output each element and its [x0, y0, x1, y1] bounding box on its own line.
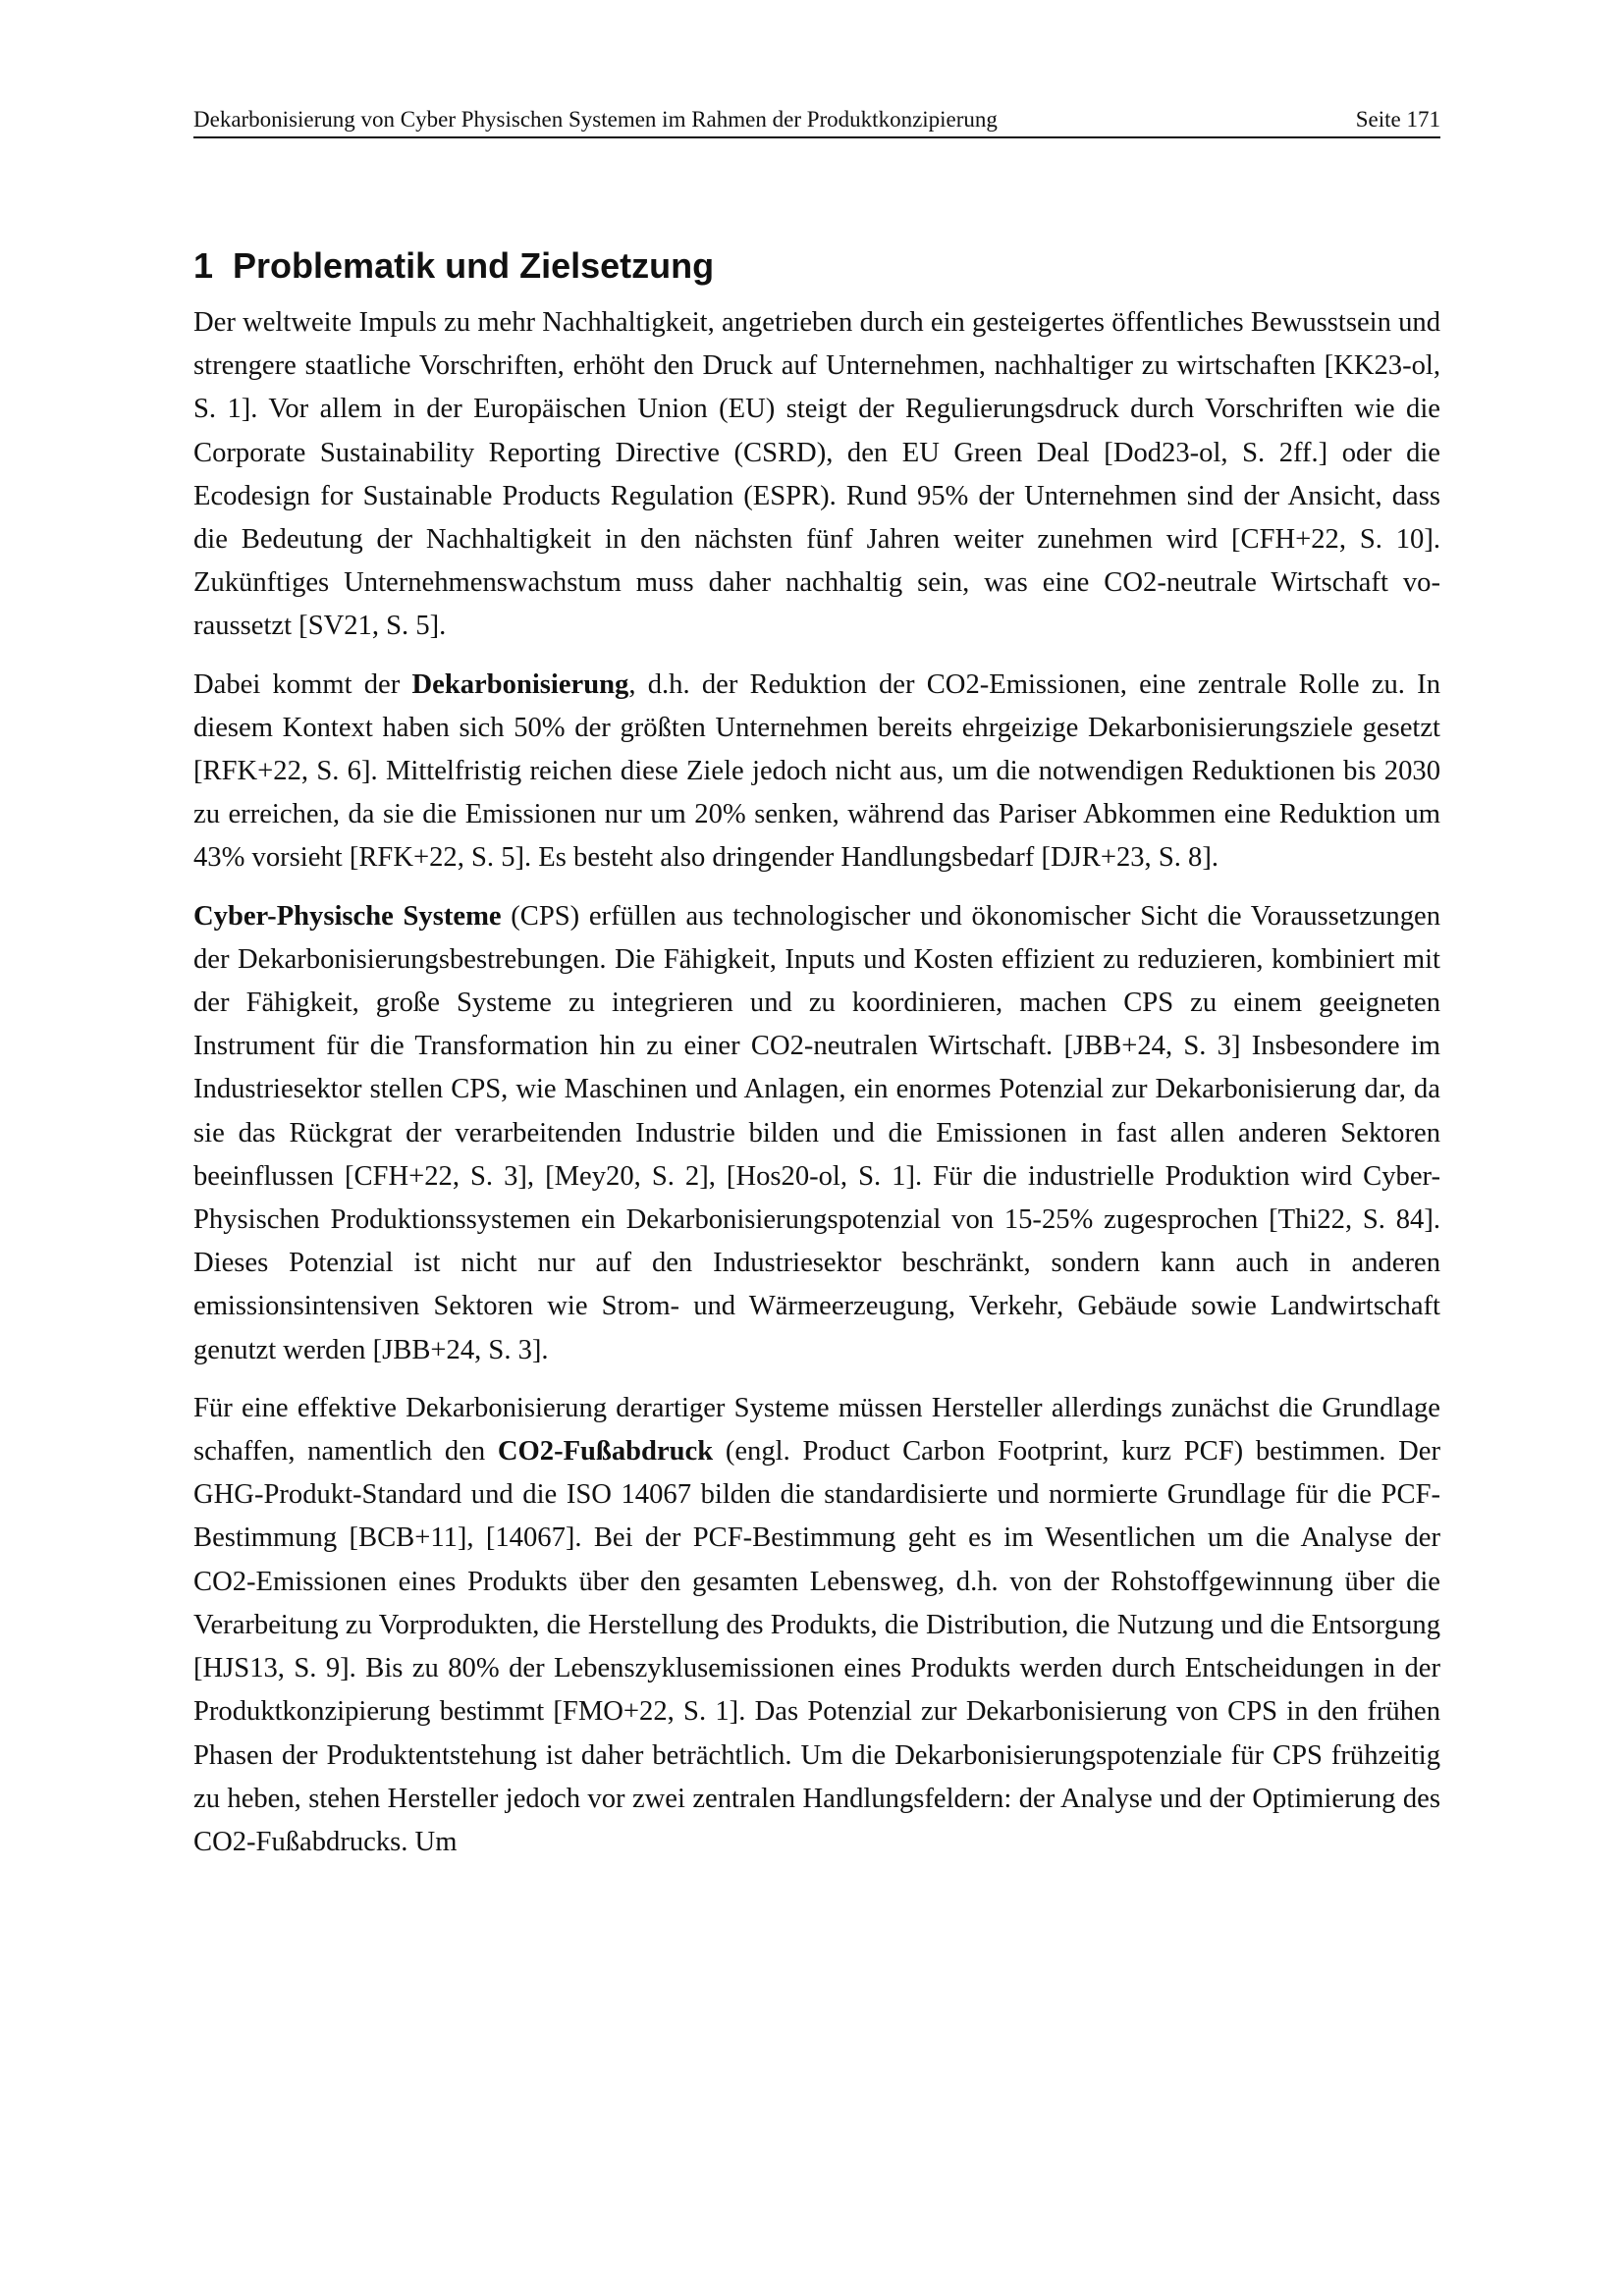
paragraph-2-rest: , d.h. der Reduktion der CO2-Emissionen, eine zentrale Rolle zu. In diesem Kontext haben sich 50% der größten Unternehmen bereits ehrgeizige Dekarbonisierungsziele gesetzt [RFK+22, S. 6]. Mittelfristig reichen diese Ziele jedoch nicht aus, um die notwendigen Reduktionen bis 2030 zu erreichen, da sie die Emissionen nur um 20% senken, während das Pariser Abkommen eine Reduktion um 43% vorsieht [RFK+22, S. 5]. Es besteht also dringender Handlungsbedarf [DJR+23, S. 8]. [193, 668, 1441, 874]
term-cyber-physische-systeme: Cyber-Physische Systeme [193, 900, 502, 932]
paragraph-2-lead: Dabei kommt der [193, 668, 412, 700]
paragraph-4 [193, 1387, 1440, 1864]
paragraph-4-rest: (engl. Product Carbon Footprint, kurz PCF) bestimmen. Der GHG-Produkt-Standard und die ISO 14067 bilden die standardisierte und normierte Grundlage für die PCF-Bestimmung [BCB+11], [14067]. Bei der PCF-Bestimmung geht es im Wesentlichen um die Analyse der CO2-Emissionen eines Produkts über den gesamten Lebensweg, d.h. von der Rohstoffgewinnung über die Verarbeitung zu Vorprodukten, die Herstellung des Produkts, die Distribution, die Nutzung und die Entsorgung [HJS13, S. 9]. Bis zu 80% der Lebenszyklusemissionen eines Produkts werden durch Entscheidungen in der Produktkonzipierung bestimmt [FMO+22, S. 1]. Das Potenzial zur Dekarbonisierung von CPS in den frühen Phasen der Produktentstehung ist daher beträchtlich. Um die Dekarbonisierungspotenziale für CPS frühzeitig zu heben, stehen Hersteller jedoch vor zwei zentralen Handlungsfeldern: der Analyse und der Optimierung des CO2-Fußabdrucks. Um [193, 1436, 1440, 1857]
section-number: 1 [193, 245, 214, 286]
term-dekarbonisierung: Dekarbonisierung [411, 668, 629, 700]
section-title: Problematik und Zielsetzung [233, 245, 715, 286]
paragraph-3-rest: (CPS) erfüllen aus technologischer und ökonomischer Sicht die Voraussetzungen der Dekarbonisierungsbestrebungen. Die Fähigkeit, Inputs und Kosten effizient zu reduzieren, kombiniert mit der Fähigkeit, große Systeme zu integrieren und zu koordinieren, machen CPS zu einem geeigneten Instrument für die Transformation hin zu einer CO2-neutralen Wirtschaft. [JBB+24, S. 3] Insbesondere im Industriesektor stellen CPS, wie Maschinen und Anlagen, ein enormes Potenzial zur Dekarbonisierung dar, da sie das Rückgrat der verarbeitenden Industrie bilden und die Emissionen in fast allen anderen Sektoren beeinflussen [CFH+22, S. 3], [Mey20, S. 2], [Hos20-ol, S. 1]. Für die industrielle Produktion wird Cyber-Physischen Produktionssystemen ein Dekarbonisierungspotenzial von 15-25% zugesprochen [Thi22, S. 84]. Dieses Potenzial ist nicht nur auf den Industriesektor beschränkt, sondern kann auch in anderen emissionsintensiven Sektoren wie Strom- und Wärmeerzeugung, Verkehr, Gebäude sowie Landwirtschaft genutzt werden [JBB+24, S. 3]. [193, 900, 1440, 1365]
paragraph-1: Der weltweite Impuls zu mehr Nachhaltigkeit, angetrieben durch ein gesteigertes öffentliches Bewusstsein und strengere staatliche Vorschriften, erhöht den Druck auf Unternehmen, nachhaltiger zu wirtschaften [KK23-ol, S. 1]. Vor allem in der Europäischen Union (EU) steigt der Regulierungsdruck durch Vorschriften wie die Corporate Sustainability Reporting Directive (CSRD), den EU Green Deal [Dod23-ol, S. 2ff.] oder die Ecodesign for Sustainable Products Regulation (ESPR). Rund 95% der Unternehmen sind der Ansicht, dass die Bedeutung der Nachhaltigkeit in den nächsten fünf Jahren weiter zunehmen wird [CFH+22, S. 10]. Zukünftiges Unternehmenswachstum muss daher nachhaltig sein, was eine CO2-neutrale Wirtschaft voraussetzt [SV21, S. 5]. [193, 307, 1440, 642]
page-number: Seite 171 [1355, 107, 1440, 132]
paragraph-4-lead: Für eine effektive Dekarbonisierung derartiger Systeme müssen Hersteller allerdings zunächst die Grundlage schaffen, namentlich den [193, 1392, 1440, 1468]
section-heading [193, 244, 1440, 288]
paragraph-3 [193, 895, 1440, 1372]
body-text [193, 301, 1440, 1864]
running-title: Dekarbonisierung von Cyber Physischen Systemen im Rahmen der Produktkonzipierung [193, 107, 998, 132]
term-co2-fussabdruck: CO2-Fußabdruck [497, 1436, 714, 1468]
document-page [193, 106, 1440, 1879]
running-header [193, 106, 1440, 138]
paragraph-2 [193, 664, 1440, 881]
